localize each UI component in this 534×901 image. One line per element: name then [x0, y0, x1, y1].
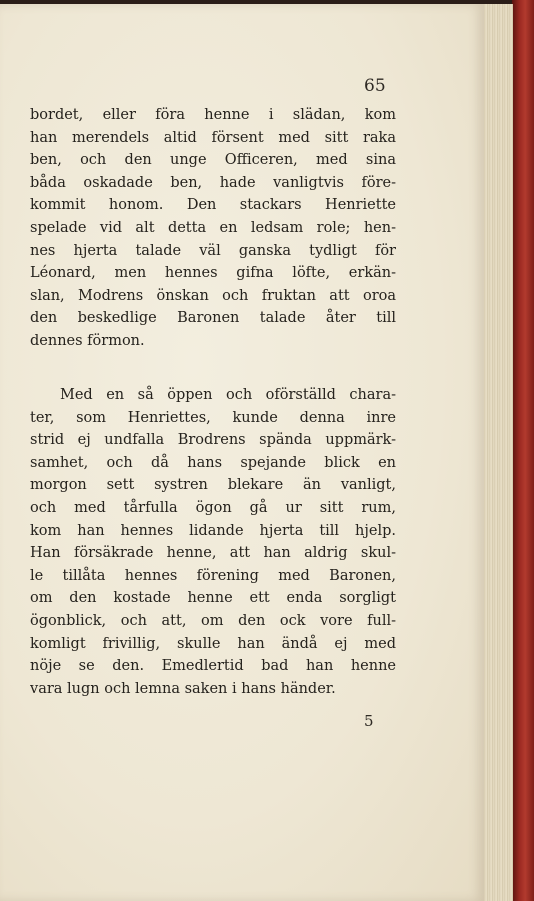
page-edges: [482, 4, 513, 901]
text-line: den beskedlige Baronen talade åter till: [30, 310, 396, 327]
text-line: spelade vid alt detta en ledsam role; hen-: [30, 219, 396, 236]
paragraph-2: [30, 384, 396, 700]
text-line: bordet, eller föra henne i slädan, kom: [30, 107, 396, 123]
text-line: kommit honom. Den stackars Henriette: [30, 197, 396, 214]
text-line: om den kostade henne ett enda sorgligt: [30, 590, 396, 607]
text-line: ögonblick, och att, om den ock vore full-: [30, 612, 396, 629]
text-line: dennes förmon.: [30, 332, 145, 349]
text-line: Med en så öppen och oförställd chara-: [60, 387, 396, 403]
text-line: ter, som Henriettes, kunde denna inre: [30, 409, 396, 426]
text-line: nöje se den. Emedlertid bad han henne: [30, 658, 396, 675]
text-line: strid ej undfalla Brodrens spända uppmärk-: [30, 432, 396, 449]
paragraph-1: [30, 104, 396, 353]
text-line: slan, Modrens önskan och fruktan att oroa: [30, 287, 396, 304]
text-line: samhet, och då hans spejande blick en: [30, 454, 396, 471]
text-line: le tillåta hennes förening med Baronen,: [30, 567, 396, 584]
text-line: ben, och den unge Officeren, med sina: [30, 152, 396, 169]
text-line: nes hjerta talade väl ganska tydligt för: [30, 242, 396, 259]
text-line: han merendels altid försent med sitt raka: [30, 129, 396, 146]
book-binding: [512, 0, 534, 901]
text-line: Han försäkrade henne, att han aldrig skul-: [30, 545, 396, 562]
text-line: båda oskadade ben, hade vanligtvis före-: [30, 174, 396, 191]
text-line: och med tårfulla ögon gå ur sitt rum,: [30, 499, 396, 516]
text-line: morgon sett systren blekare än vanligt,: [30, 477, 396, 494]
book-page: [0, 4, 484, 901]
page-number: 65: [364, 76, 386, 96]
text-line: komligt frivillig, skulle han ändå ej med: [30, 635, 396, 652]
text-line: kom han hennes lidande hjerta till hjelp.: [30, 522, 396, 539]
text-line: Léonard, men hennes gifna löfte, erkän-: [30, 265, 396, 282]
text-line: vara lugn och lemna saken i hans händer.: [30, 680, 336, 697]
signature-mark: 5: [364, 712, 374, 730]
